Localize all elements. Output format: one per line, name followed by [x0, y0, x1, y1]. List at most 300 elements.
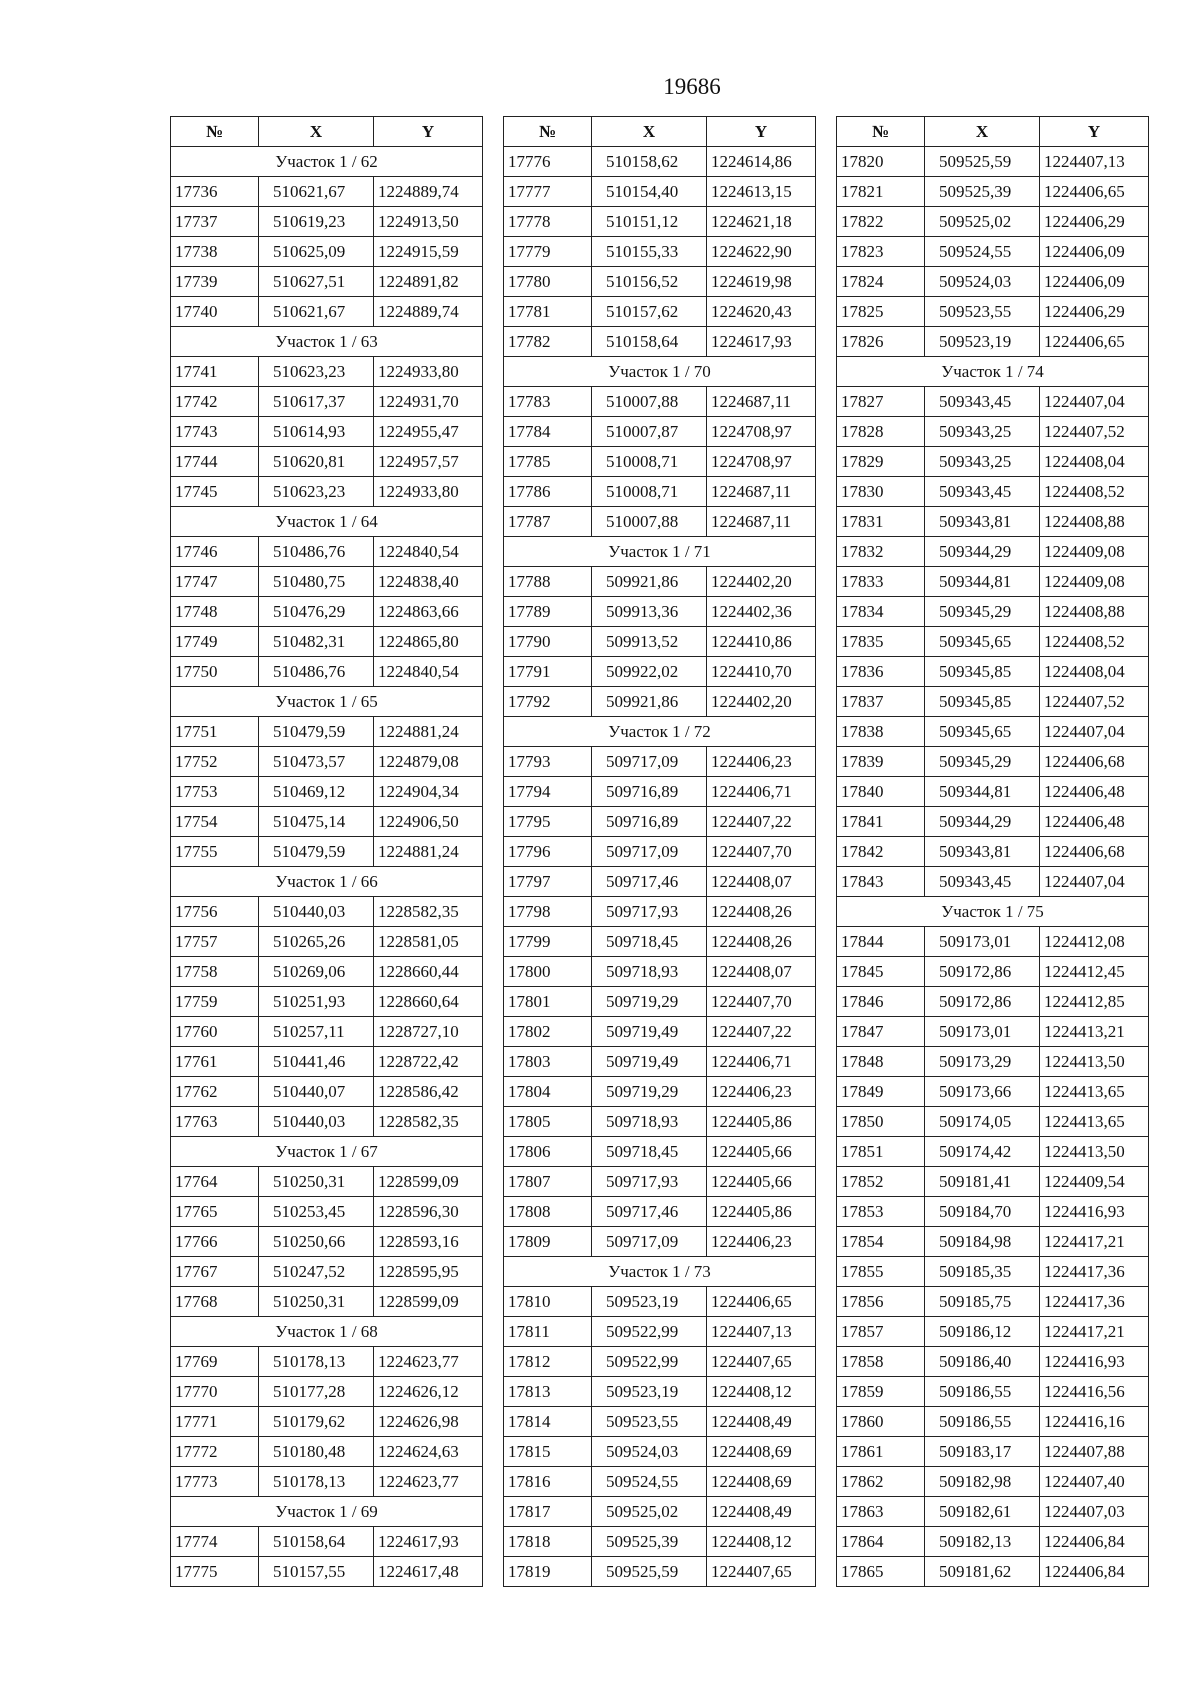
table-row [837, 687, 1149, 717]
point-number: 17761 [171, 1047, 259, 1077]
coord-x: 509525,39 [925, 177, 1040, 207]
coord-y: 1224407,13 [1040, 147, 1149, 177]
coord-x: 509525,39 [592, 1527, 707, 1557]
coord-x: 509717,09 [592, 1227, 707, 1257]
coord-x: 510473,57 [259, 747, 374, 777]
coord-y: 1224409,08 [1040, 567, 1149, 597]
table-row [837, 567, 1149, 597]
point-number: 17764 [171, 1167, 259, 1197]
coord-x: 509716,89 [592, 777, 707, 807]
coord-x: 510476,29 [259, 597, 374, 627]
point-number: 17851 [837, 1137, 925, 1167]
point-number: 17778 [504, 207, 592, 237]
coord-y: 1224626,12 [374, 1377, 483, 1407]
coord-x: 510621,67 [259, 177, 374, 207]
coord-x: 509181,41 [925, 1167, 1040, 1197]
coord-x: 509345,85 [925, 657, 1040, 687]
coord-y: 1224889,74 [374, 297, 483, 327]
coord-x: 509186,40 [925, 1347, 1040, 1377]
coord-y: 1224840,54 [374, 657, 483, 687]
coord-y: 1224406,68 [1040, 837, 1149, 867]
point-number: 17864 [837, 1527, 925, 1557]
coord-x: 510269,06 [259, 957, 374, 987]
table-row [504, 957, 816, 987]
coord-y: 1224619,98 [707, 267, 816, 297]
header-x: X [259, 117, 374, 147]
table-row [504, 1227, 816, 1257]
table-row [837, 1527, 1149, 1557]
header-x: X [925, 117, 1040, 147]
coord-x: 509523,55 [925, 297, 1040, 327]
table-row [504, 207, 816, 237]
point-number: 17773 [171, 1467, 259, 1497]
coord-y: 1224408,07 [707, 867, 816, 897]
point-number: 17803 [504, 1047, 592, 1077]
header-number: № [504, 117, 592, 147]
table-row [171, 1377, 483, 1407]
table-row [504, 1197, 816, 1227]
section-title: Участок 1 / 73 [504, 1257, 816, 1287]
coord-y: 1224407,40 [1040, 1467, 1149, 1497]
table-row [171, 1347, 483, 1377]
coord-y: 1224407,52 [1040, 687, 1149, 717]
point-number: 17808 [504, 1197, 592, 1227]
coord-x: 509719,29 [592, 1077, 707, 1107]
coord-x: 509523,19 [592, 1287, 707, 1317]
coord-y: 1224406,29 [1040, 207, 1149, 237]
table-row [504, 1047, 816, 1077]
table-row [504, 627, 816, 657]
table-row [504, 447, 816, 477]
coord-y: 1224617,93 [707, 327, 816, 357]
coord-x: 509717,93 [592, 1167, 707, 1197]
table-row [837, 417, 1149, 447]
coord-y: 1224416,56 [1040, 1377, 1149, 1407]
table-row [837, 957, 1149, 987]
table-row [504, 927, 816, 957]
point-number: 17823 [837, 237, 925, 267]
coord-x: 509184,70 [925, 1197, 1040, 1227]
point-number: 17838 [837, 717, 925, 747]
coord-y: 1224408,52 [1040, 477, 1149, 507]
coord-y: 1224622,90 [707, 237, 816, 267]
point-number: 17747 [171, 567, 259, 597]
coord-x: 509913,52 [592, 627, 707, 657]
coord-y: 1224891,82 [374, 267, 483, 297]
point-number: 17854 [837, 1227, 925, 1257]
coord-y: 1224402,20 [707, 567, 816, 597]
table-row [504, 1287, 816, 1317]
coord-y: 1224913,50 [374, 207, 483, 237]
table-row [504, 1137, 816, 1167]
coord-x: 509343,25 [925, 417, 1040, 447]
coord-y: 1224413,21 [1040, 1017, 1149, 1047]
table-row [504, 477, 816, 507]
table-row [171, 927, 483, 957]
point-number: 17800 [504, 957, 592, 987]
table-row [171, 1017, 483, 1047]
coord-y: 1224409,54 [1040, 1167, 1149, 1197]
table-row [171, 447, 483, 477]
table-row [504, 1557, 816, 1587]
coord-y: 1224623,77 [374, 1347, 483, 1377]
point-number: 17817 [504, 1497, 592, 1527]
table-row [837, 237, 1149, 267]
coord-y: 1228660,64 [374, 987, 483, 1017]
section-title: Участок 1 / 71 [504, 537, 816, 567]
point-number: 17743 [171, 417, 259, 447]
table-row [504, 147, 816, 177]
coord-y: 1224405,66 [707, 1137, 816, 1167]
point-number: 17863 [837, 1497, 925, 1527]
coord-y: 1224931,70 [374, 387, 483, 417]
table-row [837, 777, 1149, 807]
table-row [504, 1467, 816, 1497]
table-row [837, 267, 1149, 297]
coord-y: 1224624,63 [374, 1437, 483, 1467]
coord-x: 510177,28 [259, 1377, 374, 1407]
coord-y: 1224621,18 [707, 207, 816, 237]
coord-x: 509345,65 [925, 717, 1040, 747]
coordinate-table-2 [503, 116, 816, 1587]
point-number: 17810 [504, 1287, 592, 1317]
point-number: 17849 [837, 1077, 925, 1107]
point-number: 17798 [504, 897, 592, 927]
coord-y: 1224407,13 [707, 1317, 816, 1347]
point-number: 17840 [837, 777, 925, 807]
coord-y: 1224412,45 [1040, 957, 1149, 987]
coord-x: 510619,23 [259, 207, 374, 237]
coord-y: 1224407,65 [707, 1347, 816, 1377]
table-row [837, 1317, 1149, 1347]
coord-x: 510008,71 [592, 447, 707, 477]
coord-x: 510178,13 [259, 1467, 374, 1497]
point-number: 17755 [171, 837, 259, 867]
point-number: 17737 [171, 207, 259, 237]
coord-x: 510475,14 [259, 807, 374, 837]
coord-y: 1228599,09 [374, 1287, 483, 1317]
coord-y: 1224626,98 [374, 1407, 483, 1437]
table-row [837, 867, 1149, 897]
coord-x: 510154,40 [592, 177, 707, 207]
coord-y: 1224406,29 [1040, 297, 1149, 327]
table-row [171, 1407, 483, 1437]
header-y: Y [1040, 117, 1149, 147]
coord-y: 1224614,86 [707, 147, 816, 177]
point-number: 17845 [837, 957, 925, 987]
coord-x: 509717,46 [592, 1197, 707, 1227]
point-number: 17847 [837, 1017, 925, 1047]
table-row [837, 1407, 1149, 1437]
table-row [837, 657, 1149, 687]
section-row [171, 1497, 483, 1527]
page-number: 19686 [663, 74, 721, 99]
point-number: 17794 [504, 777, 592, 807]
coord-x: 509185,75 [925, 1287, 1040, 1317]
section-title: Участок 1 / 62 [171, 147, 483, 177]
section-row [504, 1257, 816, 1287]
table-row [504, 867, 816, 897]
coord-x: 510627,51 [259, 267, 374, 297]
point-number: 17865 [837, 1557, 925, 1587]
coord-y: 1224417,36 [1040, 1287, 1149, 1317]
coord-x: 510007,88 [592, 387, 707, 417]
coord-y: 1224405,86 [707, 1197, 816, 1227]
coord-y: 1224408,88 [1040, 507, 1149, 537]
table-row [504, 1497, 816, 1527]
point-number: 17769 [171, 1347, 259, 1377]
table-row [171, 597, 483, 627]
point-number: 17829 [837, 447, 925, 477]
coord-x: 509182,61 [925, 1497, 1040, 1527]
coord-x: 510158,64 [592, 327, 707, 357]
coord-y: 1224405,86 [707, 1107, 816, 1137]
coord-x: 509184,98 [925, 1227, 1040, 1257]
coord-x: 509717,93 [592, 897, 707, 927]
coord-x: 510155,33 [592, 237, 707, 267]
point-number: 17745 [171, 477, 259, 507]
table-row [171, 1467, 483, 1497]
point-number: 17739 [171, 267, 259, 297]
coord-x: 510151,12 [592, 207, 707, 237]
point-number: 17839 [837, 747, 925, 777]
coord-x: 510007,88 [592, 507, 707, 537]
coord-x: 510247,52 [259, 1257, 374, 1287]
coord-x: 510179,62 [259, 1407, 374, 1437]
point-number: 17768 [171, 1287, 259, 1317]
point-number: 17788 [504, 567, 592, 597]
point-number: 17766 [171, 1227, 259, 1257]
coord-y: 1224412,08 [1040, 927, 1149, 957]
point-number: 17825 [837, 297, 925, 327]
point-number: 17767 [171, 1257, 259, 1287]
coord-x: 510157,55 [259, 1557, 374, 1587]
table-row [837, 1197, 1149, 1227]
table-row [504, 1437, 816, 1467]
point-number: 17816 [504, 1467, 592, 1497]
section-row [171, 687, 483, 717]
table-row [837, 1257, 1149, 1287]
coord-x: 509343,45 [925, 867, 1040, 897]
table-row [504, 237, 816, 267]
coord-y: 1224407,70 [707, 987, 816, 1017]
coord-y: 1224406,65 [1040, 327, 1149, 357]
coord-x: 509921,86 [592, 567, 707, 597]
table-row [837, 927, 1149, 957]
coord-x: 509183,17 [925, 1437, 1040, 1467]
table-row [504, 1407, 816, 1437]
point-number: 17792 [504, 687, 592, 717]
table-row [504, 567, 816, 597]
table-row [837, 627, 1149, 657]
coord-y: 1224406,84 [1040, 1557, 1149, 1587]
point-number: 17852 [837, 1167, 925, 1197]
table-row [171, 1557, 483, 1587]
point-number: 17835 [837, 627, 925, 657]
coord-x: 510251,93 [259, 987, 374, 1017]
table-row [171, 1167, 483, 1197]
coord-x: 510158,62 [592, 147, 707, 177]
header-y: Y [374, 117, 483, 147]
point-number: 17818 [504, 1527, 592, 1557]
table-row [837, 327, 1149, 357]
coord-y: 1224406,48 [1040, 807, 1149, 837]
coord-y: 1224407,04 [1040, 717, 1149, 747]
coord-x: 509523,19 [925, 327, 1040, 357]
point-number: 17754 [171, 807, 259, 837]
point-number: 17740 [171, 297, 259, 327]
table-row [837, 1047, 1149, 1077]
coord-x: 510617,37 [259, 387, 374, 417]
coord-y: 1224406,65 [1040, 177, 1149, 207]
table-row [171, 537, 483, 567]
coord-x: 510441,46 [259, 1047, 374, 1077]
coord-x: 509345,85 [925, 687, 1040, 717]
table-row [171, 747, 483, 777]
table-row [171, 177, 483, 207]
point-number: 17822 [837, 207, 925, 237]
table-row [171, 1437, 483, 1467]
point-number: 17789 [504, 597, 592, 627]
point-number: 17804 [504, 1077, 592, 1107]
point-number: 17853 [837, 1197, 925, 1227]
point-number: 17797 [504, 867, 592, 897]
coord-x: 510156,52 [592, 267, 707, 297]
point-number: 17855 [837, 1257, 925, 1287]
point-number: 17741 [171, 357, 259, 387]
table-row [171, 387, 483, 417]
point-number: 17811 [504, 1317, 592, 1347]
coord-x: 510623,23 [259, 477, 374, 507]
coord-x: 509343,45 [925, 387, 1040, 417]
section-row [171, 1317, 483, 1347]
point-number: 17787 [504, 507, 592, 537]
coord-x: 509173,29 [925, 1047, 1040, 1077]
point-number: 17802 [504, 1017, 592, 1047]
table-row [837, 747, 1149, 777]
point-number: 17746 [171, 537, 259, 567]
coord-y: 1224620,43 [707, 297, 816, 327]
header-x: X [592, 117, 707, 147]
coord-x: 509172,86 [925, 957, 1040, 987]
table-row [837, 477, 1149, 507]
coord-x: 509719,49 [592, 1017, 707, 1047]
point-number: 17799 [504, 927, 592, 957]
coord-y: 1224408,04 [1040, 657, 1149, 687]
table-row [504, 1167, 816, 1197]
section-row [504, 357, 816, 387]
coord-y: 1224417,21 [1040, 1227, 1149, 1257]
coord-y: 1224617,93 [374, 1527, 483, 1557]
table-row [171, 477, 483, 507]
point-number: 17770 [171, 1377, 259, 1407]
section-row [504, 537, 816, 567]
table-row [171, 237, 483, 267]
point-number: 17850 [837, 1107, 925, 1137]
coord-y: 1224957,57 [374, 447, 483, 477]
coord-x: 510250,66 [259, 1227, 374, 1257]
coord-y: 1224408,26 [707, 927, 816, 957]
coord-x: 509718,93 [592, 1107, 707, 1137]
table-row [504, 1347, 816, 1377]
table-row [504, 417, 816, 447]
point-number: 17857 [837, 1317, 925, 1347]
coord-x: 510250,31 [259, 1287, 374, 1317]
point-number: 17763 [171, 1107, 259, 1137]
coord-x: 509343,45 [925, 477, 1040, 507]
table-row [171, 717, 483, 747]
coord-x: 509524,55 [925, 237, 1040, 267]
coord-x: 509718,93 [592, 957, 707, 987]
coord-y: 1224406,71 [707, 1047, 816, 1077]
section-title: Участок 1 / 66 [171, 867, 483, 897]
coord-x: 510440,03 [259, 897, 374, 927]
coord-y: 1224409,08 [1040, 537, 1149, 567]
coord-y: 1224406,68 [1040, 747, 1149, 777]
coord-x: 509181,62 [925, 1557, 1040, 1587]
table-row [504, 1017, 816, 1047]
point-number: 17862 [837, 1467, 925, 1497]
table-row [171, 207, 483, 237]
coord-x: 509186,55 [925, 1407, 1040, 1437]
coord-y: 1224623,77 [374, 1467, 483, 1497]
table-row [837, 1437, 1149, 1467]
point-number: 17805 [504, 1107, 592, 1137]
coord-y: 1224687,11 [707, 477, 816, 507]
point-number: 17809 [504, 1227, 592, 1257]
coord-y: 1224407,52 [1040, 417, 1149, 447]
coord-x: 509344,81 [925, 777, 1040, 807]
table-row [504, 987, 816, 1017]
coord-x: 509174,05 [925, 1107, 1040, 1137]
section-row [837, 897, 1149, 927]
table-row [837, 507, 1149, 537]
coord-y: 1224413,50 [1040, 1137, 1149, 1167]
coord-x: 509173,01 [925, 1017, 1040, 1047]
coord-y: 1224904,34 [374, 777, 483, 807]
table-row [504, 837, 816, 867]
point-number: 17806 [504, 1137, 592, 1167]
point-number: 17843 [837, 867, 925, 897]
header-number: № [837, 117, 925, 147]
section-title: Участок 1 / 65 [171, 687, 483, 717]
coord-y: 1224617,48 [374, 1557, 483, 1587]
coord-y: 1228582,35 [374, 1107, 483, 1137]
point-number: 17783 [504, 387, 592, 417]
point-number: 17795 [504, 807, 592, 837]
section-row [504, 717, 816, 747]
table-row [504, 1377, 816, 1407]
coord-y: 1224406,23 [707, 1227, 816, 1257]
coord-y: 1224412,85 [1040, 987, 1149, 1017]
coord-y: 1224955,47 [374, 417, 483, 447]
point-number: 17807 [504, 1167, 592, 1197]
section-row [171, 1137, 483, 1167]
point-number: 17834 [837, 597, 925, 627]
point-number: 17812 [504, 1347, 592, 1377]
coord-y: 1224417,36 [1040, 1257, 1149, 1287]
coord-x: 510257,11 [259, 1017, 374, 1047]
point-number: 17784 [504, 417, 592, 447]
coord-x: 510480,75 [259, 567, 374, 597]
coord-y: 1228586,42 [374, 1077, 483, 1107]
coord-y: 1224889,74 [374, 177, 483, 207]
point-number: 17815 [504, 1437, 592, 1467]
point-number: 17831 [837, 507, 925, 537]
point-number: 17837 [837, 687, 925, 717]
coord-x: 509522,99 [592, 1347, 707, 1377]
point-number: 17785 [504, 447, 592, 477]
